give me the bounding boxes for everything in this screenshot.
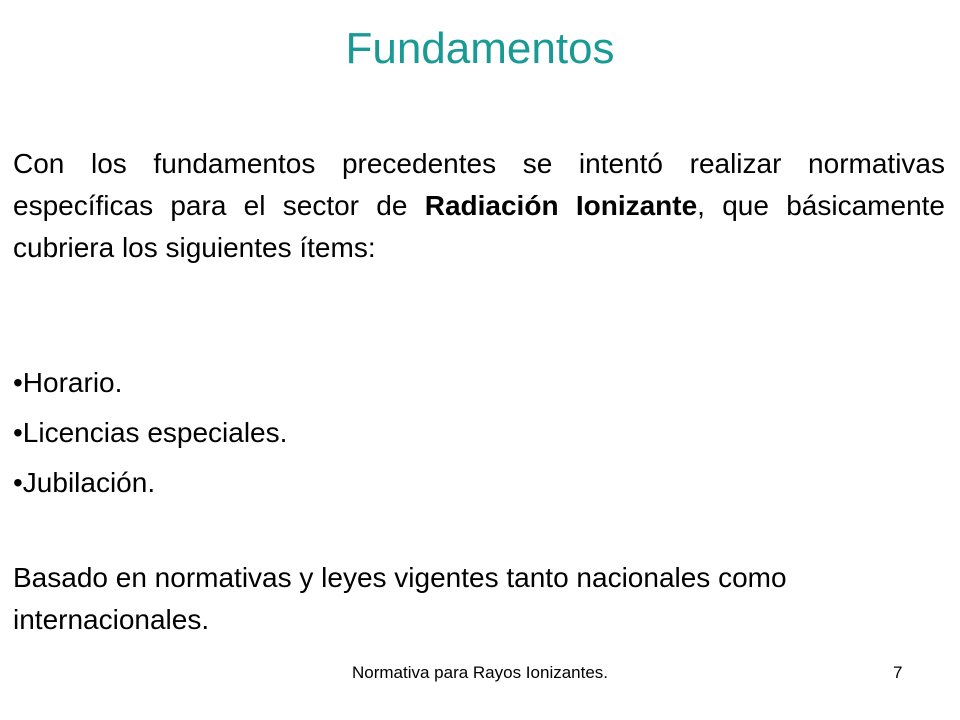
bullet-item-licencias: •Licencias especiales. xyxy=(13,417,288,448)
intro-text-end: , que básicamente cubriera los siguientes ítems: xyxy=(13,190,945,263)
intro-text-start: Con los fundamentos precedentes se intentó realizar normativas específicas para el sector de xyxy=(13,148,945,221)
intro-paragraph xyxy=(13,143,945,269)
closing-paragraph: Basado en normativas y leyes vigentes tanto nacionales como internacionales. xyxy=(13,562,787,635)
bullet-list xyxy=(13,362,913,512)
page-number: 7 xyxy=(893,663,903,682)
bullet-item-jubilacion: •Jubilación. xyxy=(13,467,156,498)
slide-title: Fundamentos xyxy=(345,24,615,73)
bullet-item-horario: •Horario. xyxy=(13,367,123,398)
footer-text: Normativa para Rayos Ionizantes. xyxy=(351,663,609,682)
intro-bold-term: Radiación Ionizante xyxy=(424,190,698,221)
